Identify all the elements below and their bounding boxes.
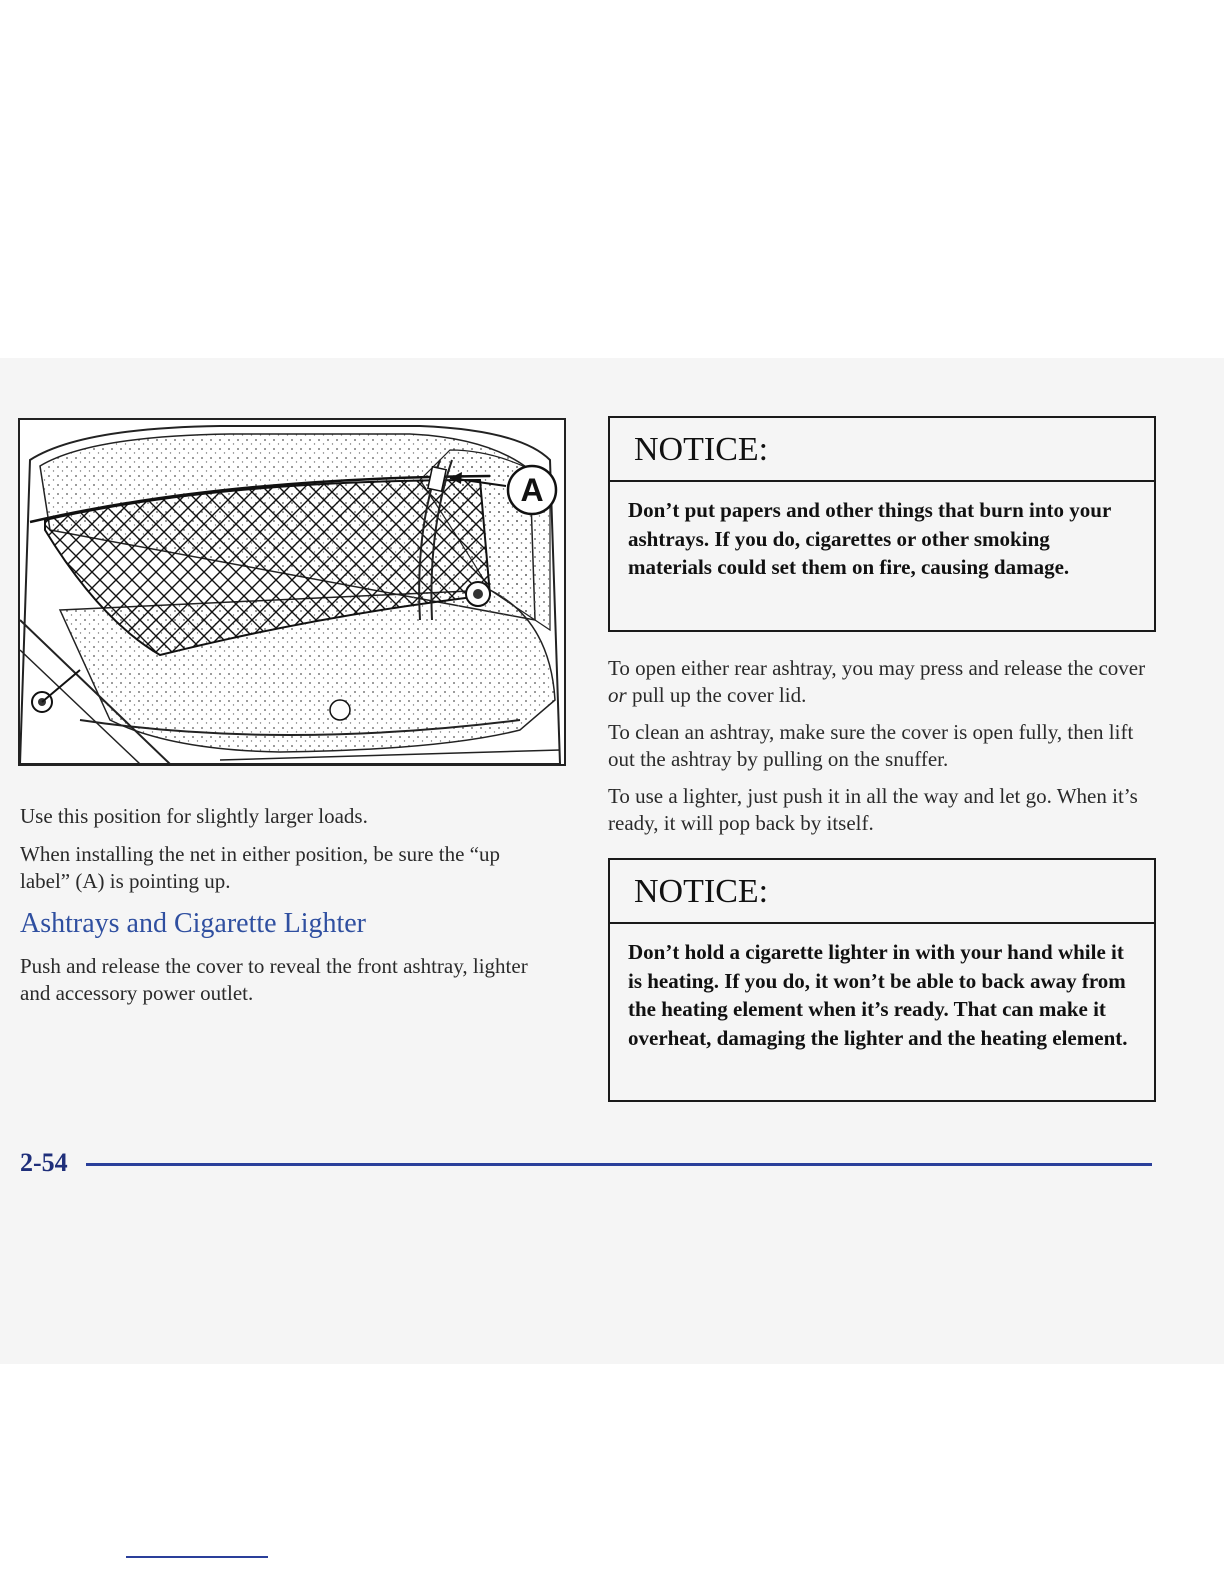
notice-box-lighter (608, 858, 1156, 1102)
front-ashtray-paragraph: Push and release the cover to reveal the front ashtray, lighter and accessory power outlet. (20, 954, 528, 1005)
net-position-paragraph: Use this position for slightly larger loads. (20, 804, 368, 828)
section-heading: Ashtrays and Cigarette Lighter (20, 908, 367, 939)
cargo-net-illustration (18, 418, 566, 766)
rear-ashtray-text-end: pull up the cover lid. (626, 683, 807, 707)
rear-ashtray-text-start: To open either rear ashtray, you may press and release the cover (608, 656, 1146, 680)
lighter-paragraph: To use a lighter, just push it in all the way and let go. When it’s ready, it will pop back by itself. (608, 784, 1138, 835)
callout-a-label: A (520, 472, 544, 508)
footer-rule (86, 1163, 1152, 1166)
up-label-paragraph: When installing the net in either position, be sure the “up label” (A) is pointing up. (20, 842, 500, 893)
page-number: 2-54 (20, 1148, 68, 1177)
notice-title: NOTICE: (610, 860, 1154, 924)
rear-ashtray-paragraph (608, 655, 1154, 709)
clean-ashtray-paragraph: To clean an ashtray, make sure the cover is open fully, then lift out the ashtray by pulling on the snuffer. (608, 720, 1134, 771)
bottom-rule (126, 1556, 268, 1558)
notice-box-papers (608, 416, 1156, 632)
notice-body: Don’t put papers and other things that burn into your ashtrays. If you do, cigarettes or other smoking materials could set them on fire, causing damage. (628, 498, 1111, 579)
notice-body: Don’t hold a cigarette lighter in with your hand while it is heating. If you do, it won’t be able to back away from the heating element when it’s ready. That can make it overheat, damaging the lighter and the heating element. (628, 940, 1128, 1050)
rear-ashtray-emphasis: or (608, 683, 627, 707)
notice-title: NOTICE: (610, 418, 1154, 482)
